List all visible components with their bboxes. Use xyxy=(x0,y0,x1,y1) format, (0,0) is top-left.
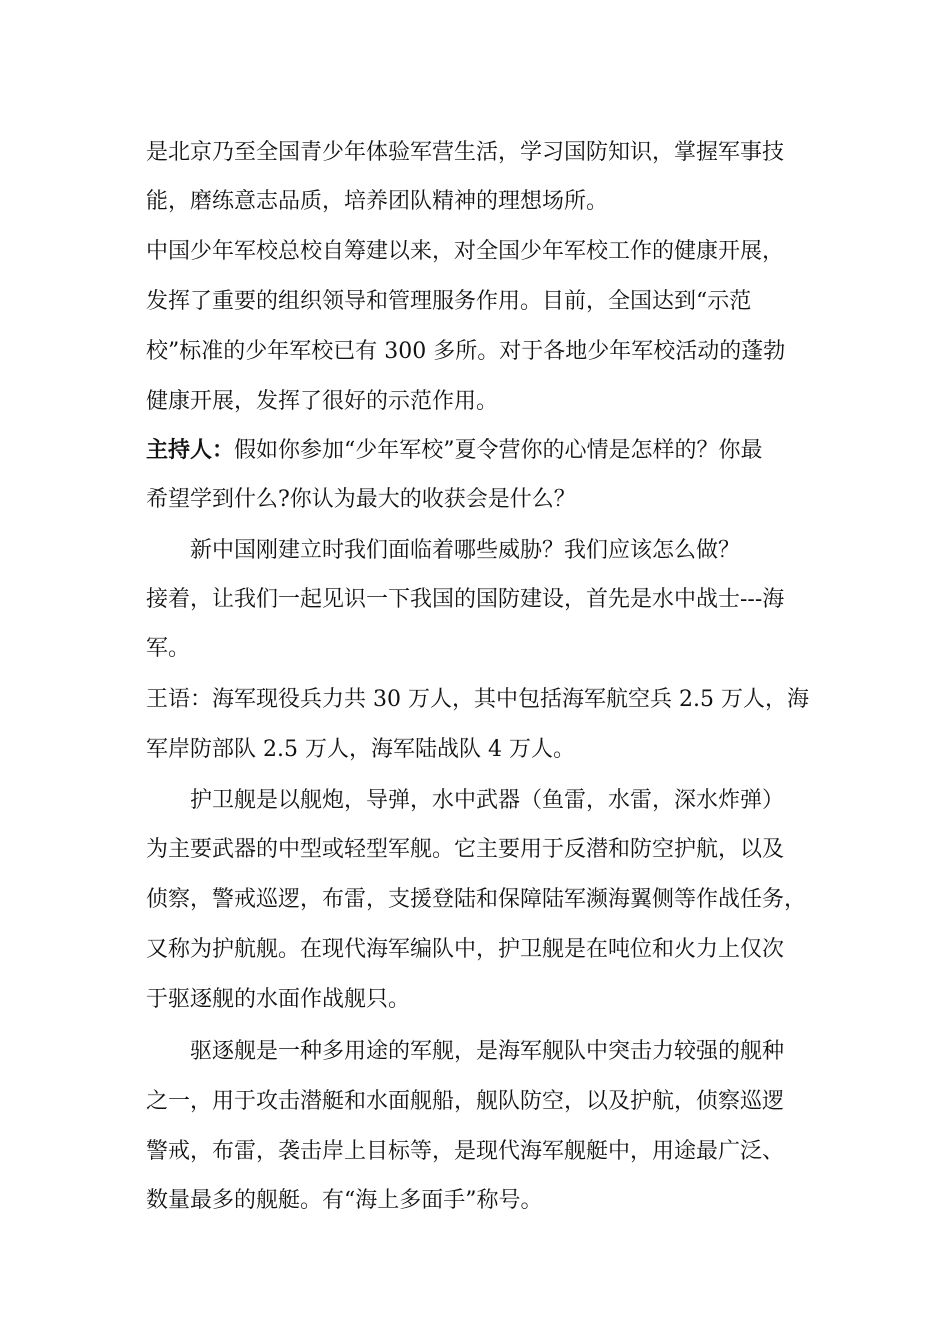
text-line: 校”标准的少年军校已有 300 多所。对于各地少年军校活动的蓬勃 xyxy=(146,339,786,364)
host-speaker-label: 主持人： xyxy=(146,437,235,463)
host-question-text: 假如你参加“少年军校”夏令营你的心情是怎样的？你最 xyxy=(234,438,763,463)
text-line: 警戒，布雷，袭击岸上目标等，是现代海军舰艇中，用途最广泛、 xyxy=(146,1139,785,1164)
text-line: 中国少年军校总校自筹建以来，对全国少年军校工作的健康开展， xyxy=(146,239,785,264)
text-line: 发挥了重要的组织领导和管理服务作用。目前，全国达到“示范 xyxy=(146,289,752,314)
text-line: 又称为护航舰。在现代海军编队中，护卫舰是在吨位和火力上仅次 xyxy=(146,937,785,962)
text-line: 军岸防部队 2.5 万人，海军陆战队 4 万人。 xyxy=(146,737,575,762)
text-line: 于驱逐舰的水面作战舰只。 xyxy=(146,987,411,1012)
text-line: 之一，用于攻击潜艇和水面舰船，舰队防空，以及护航，侦察巡逻 xyxy=(146,1089,785,1114)
text-line: 希望学到什么?你认为最大的收获会是什么？ xyxy=(146,487,576,512)
text-line: 王语：海军现役兵力共 30 万人，其中包括海军航空兵 2.5 万人，海 xyxy=(146,687,809,712)
text-line: 为主要武器的中型或轻型军舰。它主要用于反潜和防空护航，以及 xyxy=(146,837,785,862)
text-line: 接着，让我们一起见识一下我国的国防建设，首先是水中战士---海 xyxy=(146,587,785,612)
text-line: 是北京乃至全国青少年体验军营生活，学习国防知识，掌握军事技 xyxy=(146,140,785,165)
text-line: 军。 xyxy=(146,636,191,661)
text-line: 健康开展，发挥了很好的示范作用。 xyxy=(146,389,499,414)
text-line: 数量最多的舰艇。有“海上多面手”称号。 xyxy=(146,1188,543,1213)
host-line xyxy=(146,434,763,467)
text-line: 能，磨练意志品质，培养团队精神的理想场所。 xyxy=(146,189,609,214)
text-line: 驱逐舰是一种多用途的军舰，是海军舰队中突击力较强的舰种 xyxy=(190,1039,785,1064)
text-line: 新中国刚建立时我们面临着哪些威胁？我们应该怎么做？ xyxy=(190,538,741,563)
text-line: 侦察，警戒巡逻，布雷，支援登陆和保障陆军濒海翼侧等作战任务， xyxy=(146,887,807,912)
text-line: 护卫舰是以舰炮，导弹，水中武器（鱼雷，水雷，深水炸弹） xyxy=(190,788,785,813)
